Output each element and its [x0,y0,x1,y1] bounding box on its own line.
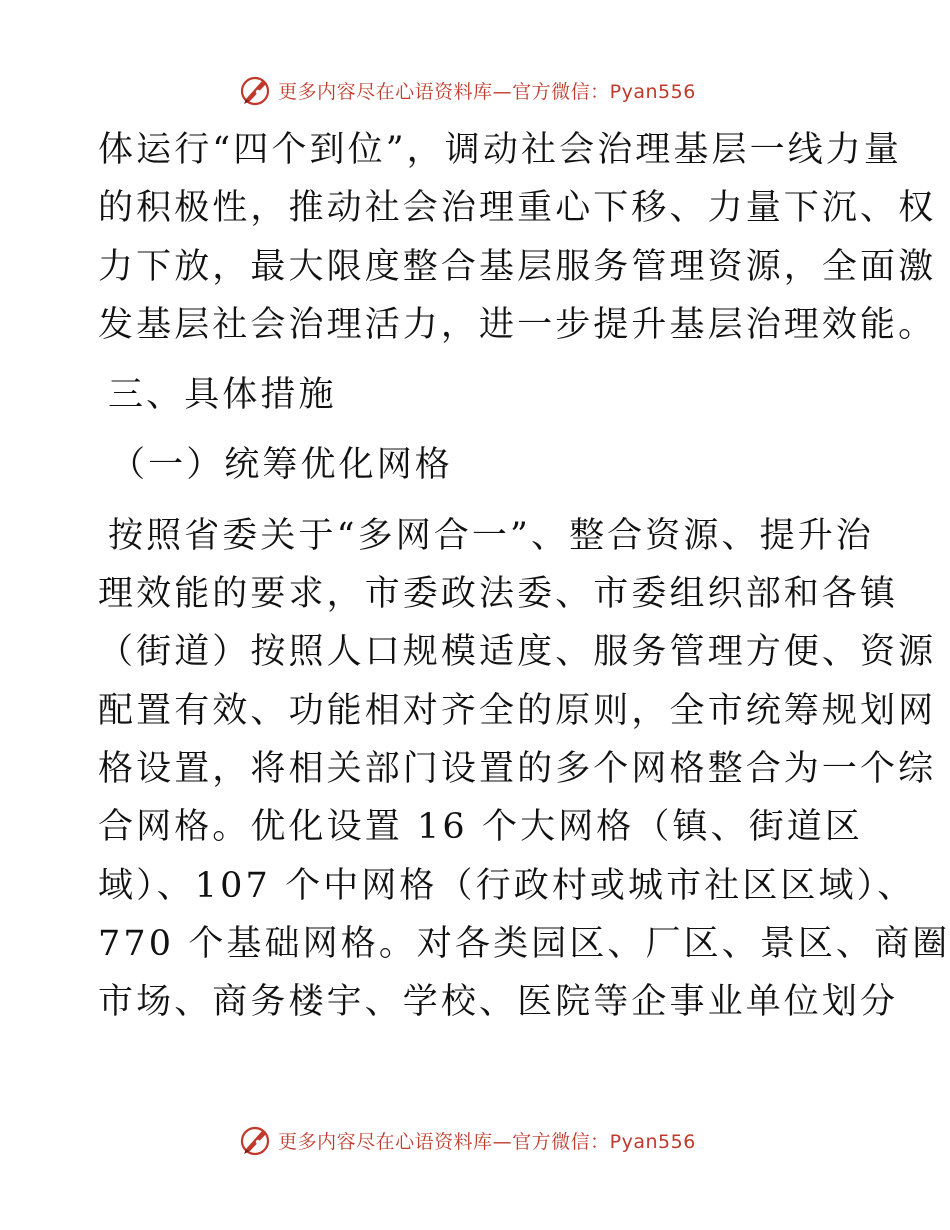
paragraph-line: 的积极性，推动社会治理重心下移、力量下沉、权 [98,188,937,229]
paragraph-line: 发基层社会治理活力，进一步提升基层治理效能。 [98,304,937,345]
section-heading: 三、具体措施 [108,375,337,416]
paragraph-line: 体运行“四个到位”，调动社会治理基层一线力量 [98,130,902,170]
paragraph-line: （街道）按照人口规模适度、服务管理方便、资源 [98,632,937,673]
paragraph-line: 按照省委关于“多网合一”、整合资源、提升治 [108,515,874,556]
header-watermark [0,70,950,110]
paragraph-line: 域）、107 个中网格（行政村或城市社区区域）、 [98,865,916,906]
paragraph-line: 市场、商务楼宇、学校、医院等企事业单位划分 [98,982,899,1023]
pen-logo-icon [238,1123,272,1157]
watermark-text: 更多内容尽在心语资料库—官方微信：Pyan556 [278,80,696,103]
paragraph-line: 770 个基础网格。对各类园区、厂区、景区、商圈 [98,923,950,964]
pen-logo-icon [238,73,272,107]
paragraph-line: 合网格。优化设置 16 个大网格（镇、街道区 [98,807,863,848]
paragraph-line: 格设置，将相关部门设置的多个网格整合为一个综 [98,748,937,789]
paragraph-line: 理效能的要求，市委政法委、市委组织部和各镇 [98,574,899,615]
paragraph-line: 力下放，最大限度整合基层服务管理资源，全面激 [98,246,937,287]
paragraph-line: 配置有效、功能相对齐全的原则，全市统筹规划网 [98,690,937,731]
footer-watermark [0,1120,950,1160]
document-body [98,121,950,1031]
subsection-heading: （一）统筹优化网格 [110,445,453,486]
watermark-text: 更多内容尽在心语资料库—官方微信：Pyan556 [278,1130,696,1153]
